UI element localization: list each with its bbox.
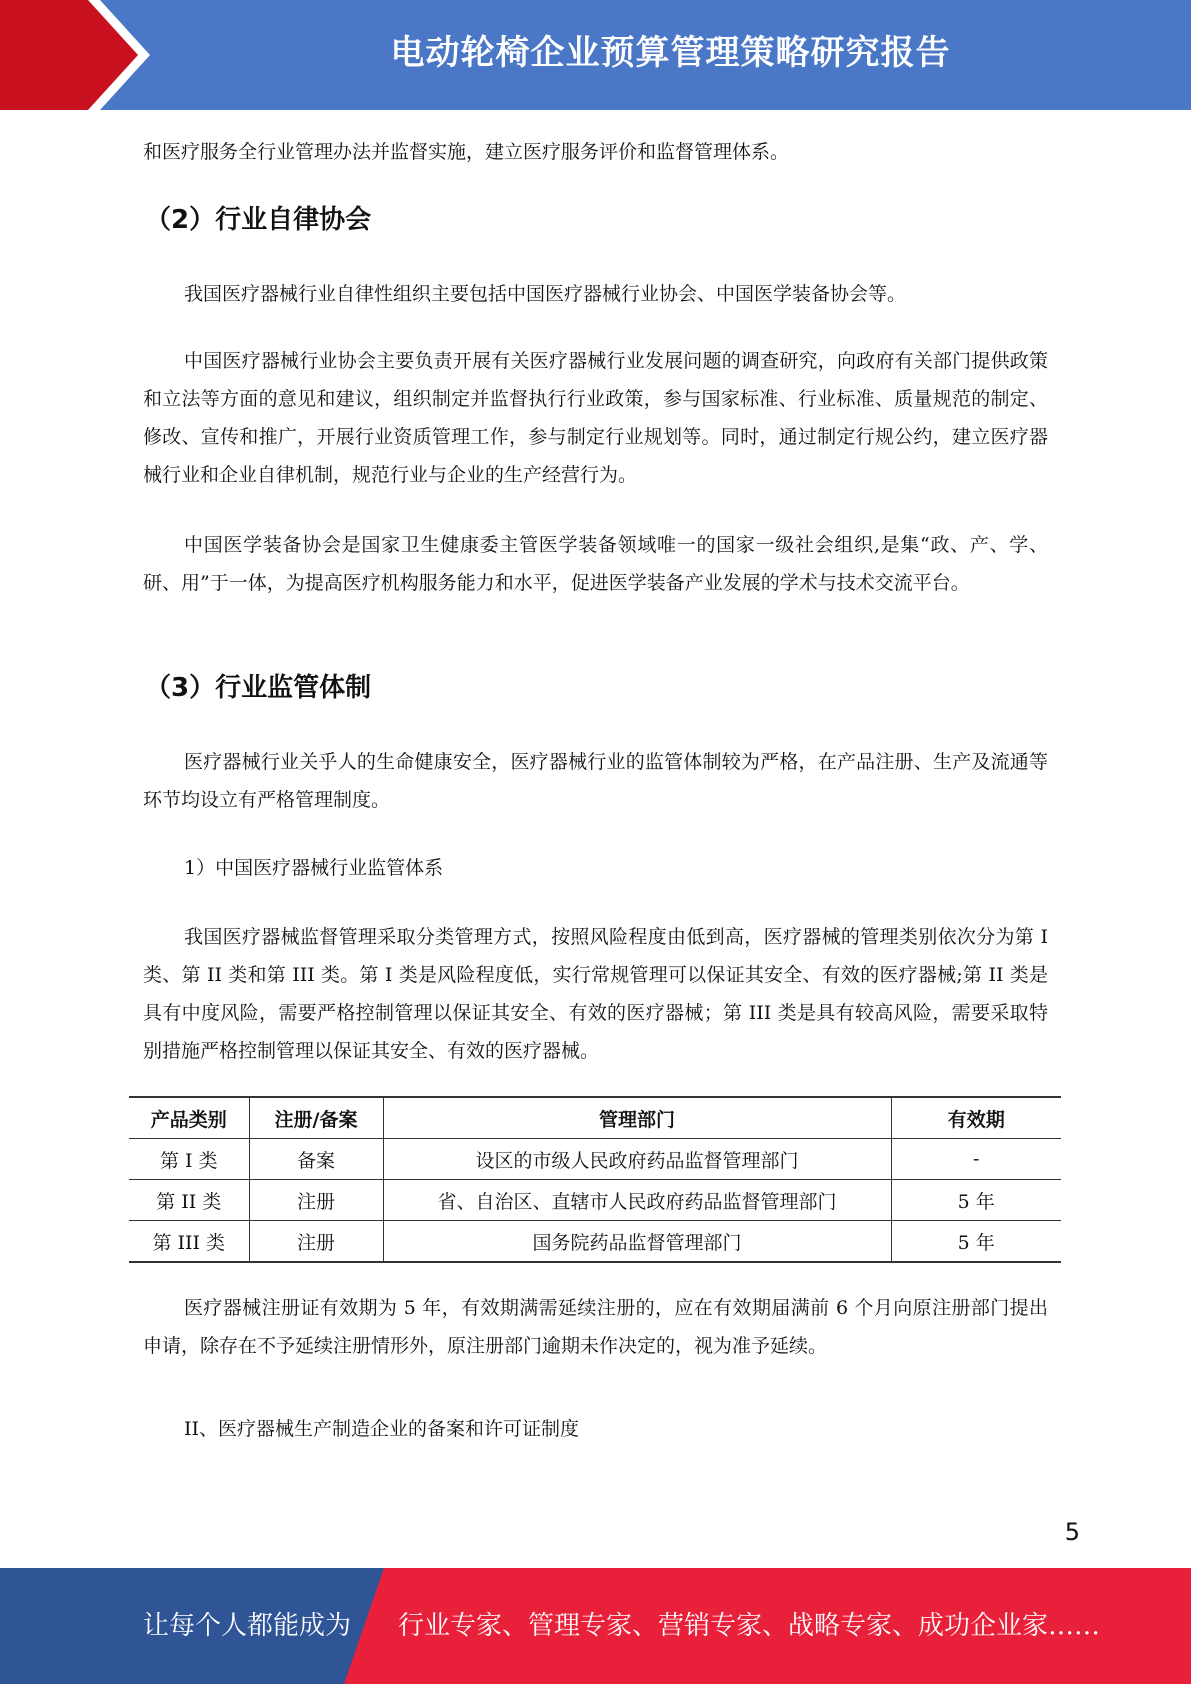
table-cell: 注册 bbox=[249, 1221, 383, 1263]
table-header-cell: 管理部门 bbox=[383, 1097, 891, 1139]
table-row bbox=[129, 1221, 1061, 1263]
table-cell: 省、自治区、直辖市人民政府药品监督管理部门 bbox=[383, 1180, 891, 1221]
table-header-row bbox=[129, 1097, 1061, 1139]
paragraph: 医疗器械行业关乎人的生命健康安全，医疗器械行业的监管体制较为严格，在产品注册、生产及流通等环节均设立有严格管理制度。 bbox=[143, 751, 1048, 811]
page-footer bbox=[0, 1568, 1191, 1684]
table-header-cell: 注册/备案 bbox=[249, 1097, 383, 1139]
table-header-cell: 有效期 bbox=[891, 1097, 1061, 1139]
section-heading-self-regulation: （2）行业自律协会 bbox=[145, 205, 372, 235]
table-cell: 注册 bbox=[249, 1180, 383, 1221]
paragraph: 我国医疗器械监督管理采取分类管理方式，按照风险程度由低到高，医疗器械的管理类别依次分为第 I 类、第 II 类和第 III 类。第 I 类是风险程度低，实行常规管理可以保证其安全、有效的医疗器械;第 II 类是具有中度风险，需要严格控制管理以保证其安全、有效的医疗器械；第 III 类是具有较高风险，需要采取特别措施严格控制管理以保证其安全、有效的医疗器械。 bbox=[143, 926, 1048, 1062]
paragraph: 中国医学装备协会是国家卫生健康委主管医学装备领域唯一的国家一级社会组织,是集“政、产、学、研、用”于一体，为提高医疗机构服务能力和水平，促进医学装备产业发展的学术与技术交流平台。 bbox=[143, 534, 1048, 594]
subheading: 1）中国医疗器械行业监管体系 bbox=[184, 857, 444, 879]
table-cell: - bbox=[891, 1139, 1061, 1180]
table-cell: 5 年 bbox=[891, 1221, 1061, 1263]
device-classification-table bbox=[129, 1096, 1061, 1263]
table-cell: 第 I 类 bbox=[129, 1139, 249, 1180]
table-cell: 第 III 类 bbox=[129, 1221, 249, 1263]
table-cell: 国务院药品监督管理部门 bbox=[383, 1221, 891, 1263]
subheading: II、医疗器械生产制造企业的备案和许可证制度 bbox=[184, 1418, 580, 1440]
footer-slogan-left: 让每个人都能成为 bbox=[143, 1611, 352, 1641]
paragraph: 医疗器械注册证有效期为 5 年，有效期满需延续注册的，应在有效期届满前 6 个月向原注册部门提出申请，除存在不予延续注册情形外，原注册部门逾期未作决定的，视为准予延续。 bbox=[143, 1297, 1048, 1357]
section-heading-regulatory-system: （3）行业监管体制 bbox=[145, 673, 372, 703]
table-cell: 设区的市级人民政府药品监督管理部门 bbox=[383, 1139, 891, 1180]
table-cell: 5 年 bbox=[891, 1180, 1061, 1221]
paragraph: 和医疗服务全行业管理办法并监督实施，建立医疗服务评价和监督管理体系。 bbox=[143, 141, 790, 163]
table-header-cell: 产品类别 bbox=[129, 1097, 249, 1139]
table-cell: 备案 bbox=[249, 1139, 383, 1180]
table-row bbox=[129, 1180, 1061, 1221]
paragraph: 中国医疗器械行业协会主要负责开展有关医疗器械行业发展问题的调查研究，向政府有关部门提供政策和立法等方面的意见和建议，组织制定并监督执行行业政策，参与国家标准、行业标准、质量规范的制定、修改、宣传和推广，开展行业资质管理工作，参与制定行业规划等。同时，通过制定行规公约，建立医疗器械行业和企业自律机制，规范行业与企业的生产经营行为。 bbox=[143, 350, 1048, 486]
table-cell: 第 II 类 bbox=[129, 1180, 249, 1221]
table-row bbox=[129, 1139, 1061, 1180]
page-header bbox=[0, 0, 1191, 110]
paragraph: 我国医疗器械行业自律性组织主要包括中国医疗器械行业协会、中国医学装备协会等。 bbox=[184, 283, 907, 305]
footer-slogan-right: 行业专家、管理专家、营销专家、战略专家、成功企业家…… bbox=[398, 1611, 1101, 1641]
report-title: 电动轮椅企业预算管理策略研究报告 bbox=[390, 33, 951, 73]
page-number: 5 bbox=[1064, 1518, 1080, 1546]
